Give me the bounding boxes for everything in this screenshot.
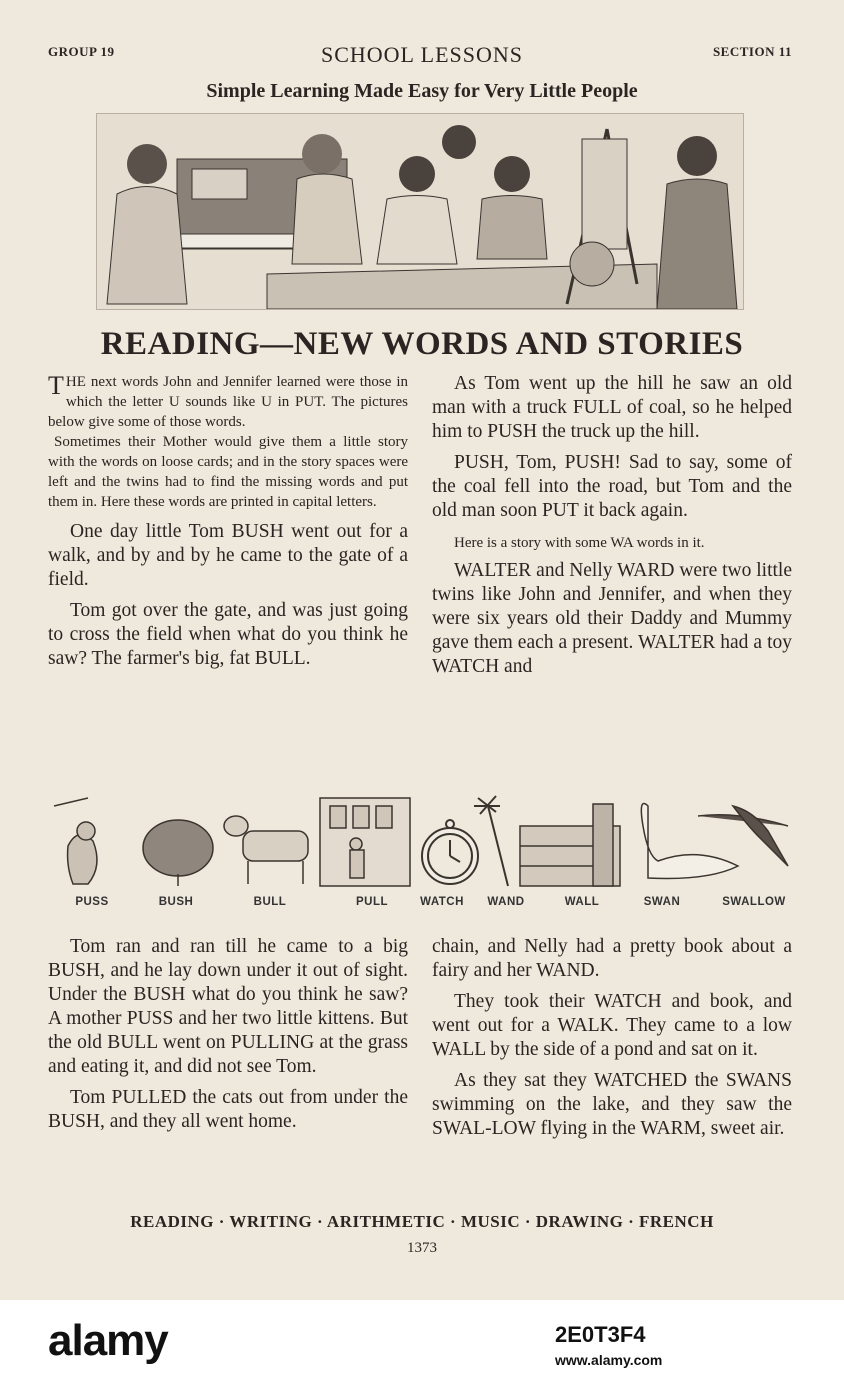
picture-label: WATCH xyxy=(420,896,464,908)
wall-icon xyxy=(520,804,620,886)
left-column-top xyxy=(48,372,408,671)
picture-label: WAND xyxy=(487,896,525,908)
story-note: Here is a story with some WA words in it. xyxy=(454,535,705,551)
section-label: SECTION 11 xyxy=(712,44,792,59)
bull-icon xyxy=(224,816,308,884)
right-column-top xyxy=(432,372,792,679)
story-paragraph: PUSH, Tom, PUSH! Sad to say, some of the coal fell into the road, but Tom and the old man soon PUT it back again. xyxy=(432,452,792,521)
picture-label: PUSS xyxy=(75,896,109,908)
drop-cap: T xyxy=(48,371,64,400)
picture-label: SWALLOW xyxy=(722,896,786,908)
intro-paragraph-2: Sometimes their Mother would give them a little story with the words on loose cards; and in the story spaces were left and the twins had to find the missing words and put them in. Here these words are printed in capital letters. xyxy=(48,434,408,510)
page-number: 1373 xyxy=(407,1240,437,1256)
picture-label: BULL xyxy=(253,896,287,908)
story-paragraph: They took their WATCH and book, and went out for a WALK. They came to a low WALL by the side of a pond and sat on it. xyxy=(432,991,792,1060)
picture-label: PULL xyxy=(355,896,389,908)
group-label: GROUP 19 xyxy=(48,44,115,59)
story-paragraph: chain, and Nelly had a pretty book about a fairy and her WAND. xyxy=(432,936,792,981)
bush-icon xyxy=(143,820,213,886)
image-id: 2E0T3F4 xyxy=(555,1322,646,1347)
story-paragraph: Tom ran and ran till he came to a big BUSH, and he lay down under it out of sight. Under the BUSH what do you think he saw? A mother PUSS and her two little kittens. But the old BULL went on PULLING at the grass and eating it, and did not see Tom. xyxy=(48,936,408,1077)
right-column-bottom xyxy=(432,935,792,1141)
wand-icon xyxy=(474,796,508,886)
story-paragraph: One day little Tom BUSH went out for a walk, and by and by he came to the gate of a field. xyxy=(48,521,408,590)
classroom-illustration xyxy=(96,113,744,310)
word-pictures-strip xyxy=(48,786,796,894)
story-paragraph: As Tom went up the hill he saw an old man with a truck FULL of coal, so he helped him to PUSH the truck up the hill. xyxy=(432,373,792,442)
story-paragraph: WALTER and Nelly WARD were two little twins like John and Jennifer, and when they were six years old their Daddy and Mummy gave them each a present. WALTER had a toy WATCH and xyxy=(432,560,792,677)
picture-label: SWAN xyxy=(643,896,681,908)
story-paragraph: Tom PULLED the cats out from under the BUSH, and they all went home. xyxy=(48,1087,408,1132)
alamy-domain: www.alamy.com xyxy=(555,1352,663,1368)
children-scene-icon xyxy=(97,114,743,309)
pull-icon xyxy=(320,798,410,886)
alamy-logo: alamy xyxy=(48,1316,168,1365)
puss-icon xyxy=(54,798,97,884)
intro-paragraph: THE next words John and Jennifer learned were those in which the letter U sounds like U in PUT. The pictures below give some of those words. xyxy=(48,371,408,430)
lesson-headline: READING—NEW WORDS AND STORIES xyxy=(100,326,744,362)
page-subtitle: Simple Learning Made Easy for Very Little People xyxy=(206,80,638,102)
picture-label: BUSH xyxy=(158,896,194,908)
page-title: SCHOOL LESSONS xyxy=(320,42,524,67)
watch-icon xyxy=(422,820,478,884)
subjects-footer: READING · WRITING · ARITHMETIC · MUSIC · DRAWING · FRENCH xyxy=(130,1212,714,1231)
story-paragraph: As they sat they WATCHED the SWANS swimming on the lake, and they saw the SWAL-LOW flying in the WARM, sweet air. xyxy=(432,1070,792,1139)
picture-label: WALL xyxy=(564,896,600,908)
left-column-bottom xyxy=(48,935,408,1134)
story-paragraph: Tom got over the gate, and was just going to cross the field when what do you think he saw? The farmer's big, fat BULL. xyxy=(48,600,408,669)
